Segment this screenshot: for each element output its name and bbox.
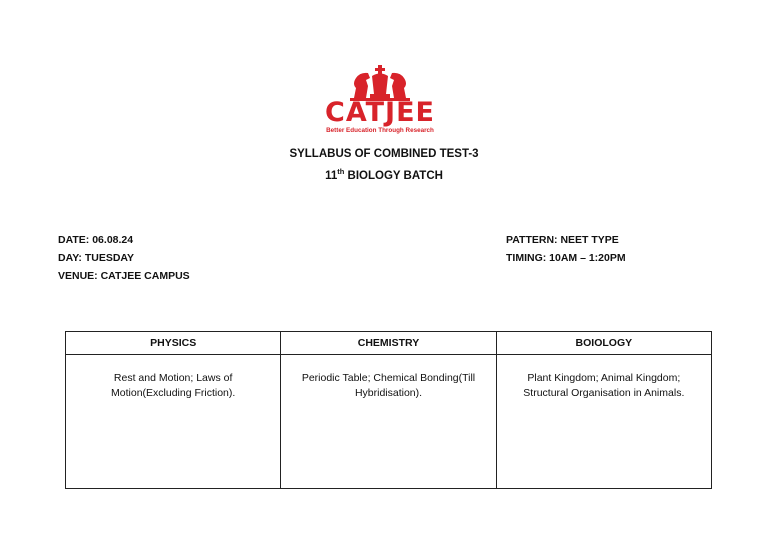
exam-date: DATE: 06.08.24 xyxy=(58,234,134,246)
exam-day: DAY: TUESDAY xyxy=(58,252,135,264)
column-header-biology: BOIOLOGY xyxy=(496,332,711,355)
batch-name: BIOLOGY BATCH xyxy=(344,169,443,182)
batch-title xyxy=(0,167,768,182)
exam-timing: TIMING: 10AM – 1:20PM xyxy=(506,252,626,264)
document-title: SYLLABUS OF COMBINED TEST-3 xyxy=(289,148,479,160)
column-header-chemistry: CHEMISTRY xyxy=(281,332,496,355)
column-header-physics: PHYSICS xyxy=(66,332,281,355)
exam-info-right xyxy=(506,231,626,267)
logo-wordmark: CATJEE xyxy=(325,97,435,128)
exam-venue: VENUE: CATJEE CAMPUS xyxy=(58,270,190,282)
batch-ordinal-suffix: th xyxy=(337,167,345,176)
chemistry-syllabus-cell: Periodic Table; Chemical Bonding(Till Hybridisation). xyxy=(281,355,496,489)
logo-tagline: Better Education Through Research xyxy=(326,127,434,134)
physics-syllabus-cell: Rest and Motion; Laws of Motion(Excluding Friction). xyxy=(66,355,281,489)
table-header-row xyxy=(66,332,712,355)
biology-syllabus-cell: Plant Kingdom; Animal Kingdom; Structural Organisation in Animals. xyxy=(496,355,711,489)
exam-pattern: PATTERN: NEET TYPE xyxy=(506,234,619,246)
exam-info-left xyxy=(58,231,190,285)
batch-number: 11 xyxy=(325,169,338,182)
table-row xyxy=(66,355,712,489)
catjee-logo xyxy=(300,64,460,136)
syllabus-table xyxy=(65,331,712,489)
